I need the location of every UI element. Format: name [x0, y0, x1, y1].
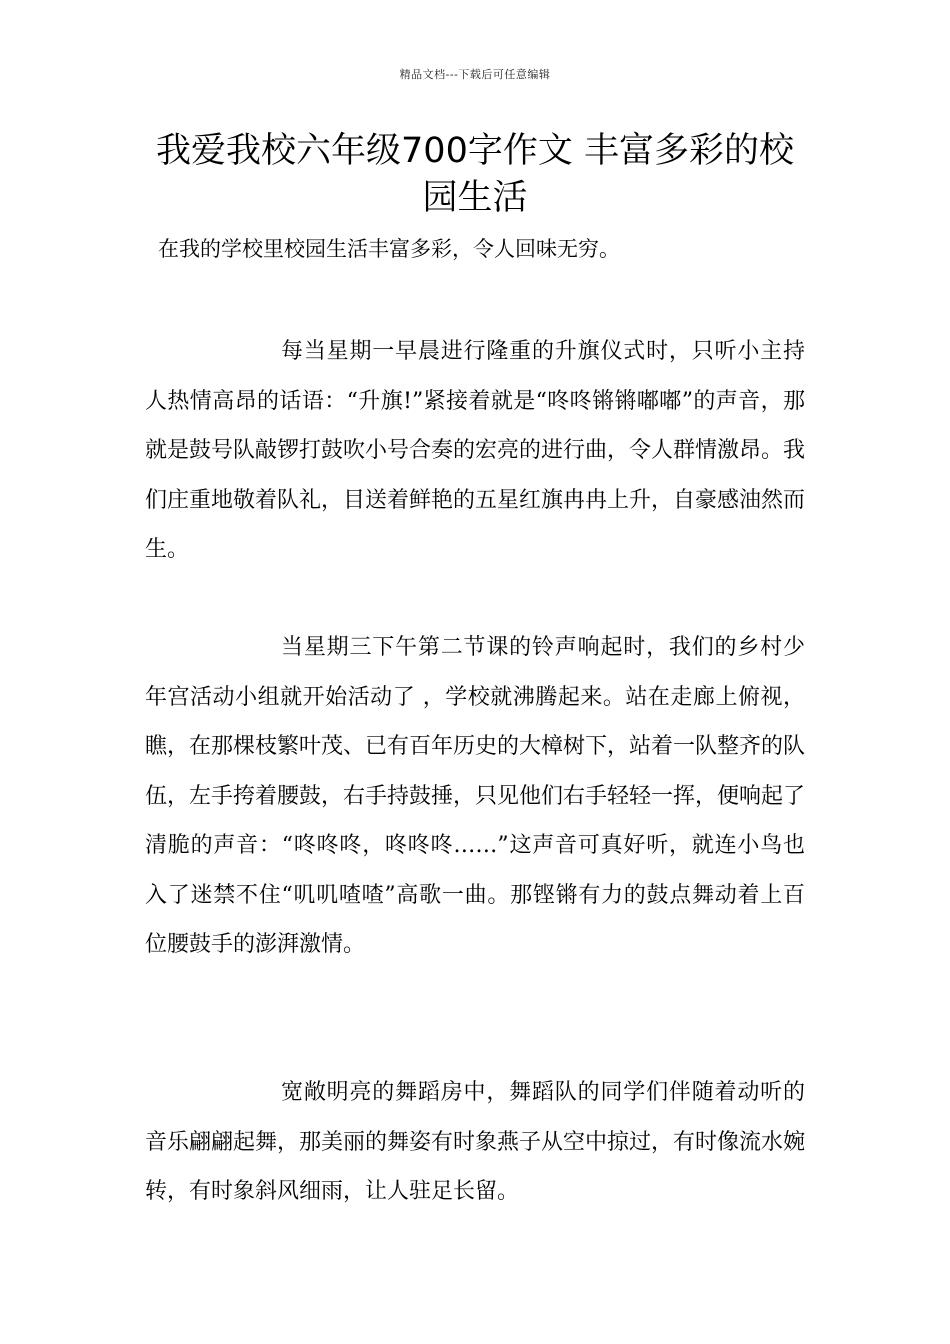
paragraph-flag-ceremony: 每当星期一早晨进行隆重的升旗仪式时，只听小主持人热情高昂的话语：“升旗!”紧接着就是“咚咚锵锵嘟嘟”的声音，那就是鼓号队敲锣打鼓吹小号合奏的宏亮的进行曲，令人群情激昂。我们庄重地敬着队礼，目送着鲜艳的五星红旗冉冉上升，自豪感油然而生。 — [145, 339, 806, 562]
document-title: 我爱我校六年级700字作文 丰富多彩的校园生活 — [156, 131, 794, 218]
paragraph-dance-room: 宽敞明亮的舞蹈房中，舞蹈队的同学们伴随着动听的音乐翩翩起舞，那美丽的舞姿有时象燕子从空中掠过，有时像流水婉转，有时象斜风细雨，让人驻足长留。 — [145, 1080, 806, 1204]
paragraph-drum-team: 当星期三下午第二节课的铃声响起时，我们的乡村少年宫活动小组就开始活动了 ，学校就沸腾起来。站在走廊上俯视，瞧，在那棵枝繁叶茂、已有百年历史的大樟树下，站着一队整齐的队伍，左手挎着腰鼓，右手持鼓捶，只见他们右手轻轻一挥，便响起了清脆的声音：“咚咚咚，咚咚咚……”这声音可真好听，就连小鸟也入了迷禁不住“叽叽喳喳”高歌一曲。那铿锵有力的鼓点舞动着上百位腰鼓手的澎湃激情。 — [145, 635, 806, 957]
intro-paragraph: 在我的学校里校园生活丰富多彩，令人回味无穷。 — [158, 237, 620, 261]
header-note: 精品文档---下载后可任意编辑 — [399, 68, 551, 81]
